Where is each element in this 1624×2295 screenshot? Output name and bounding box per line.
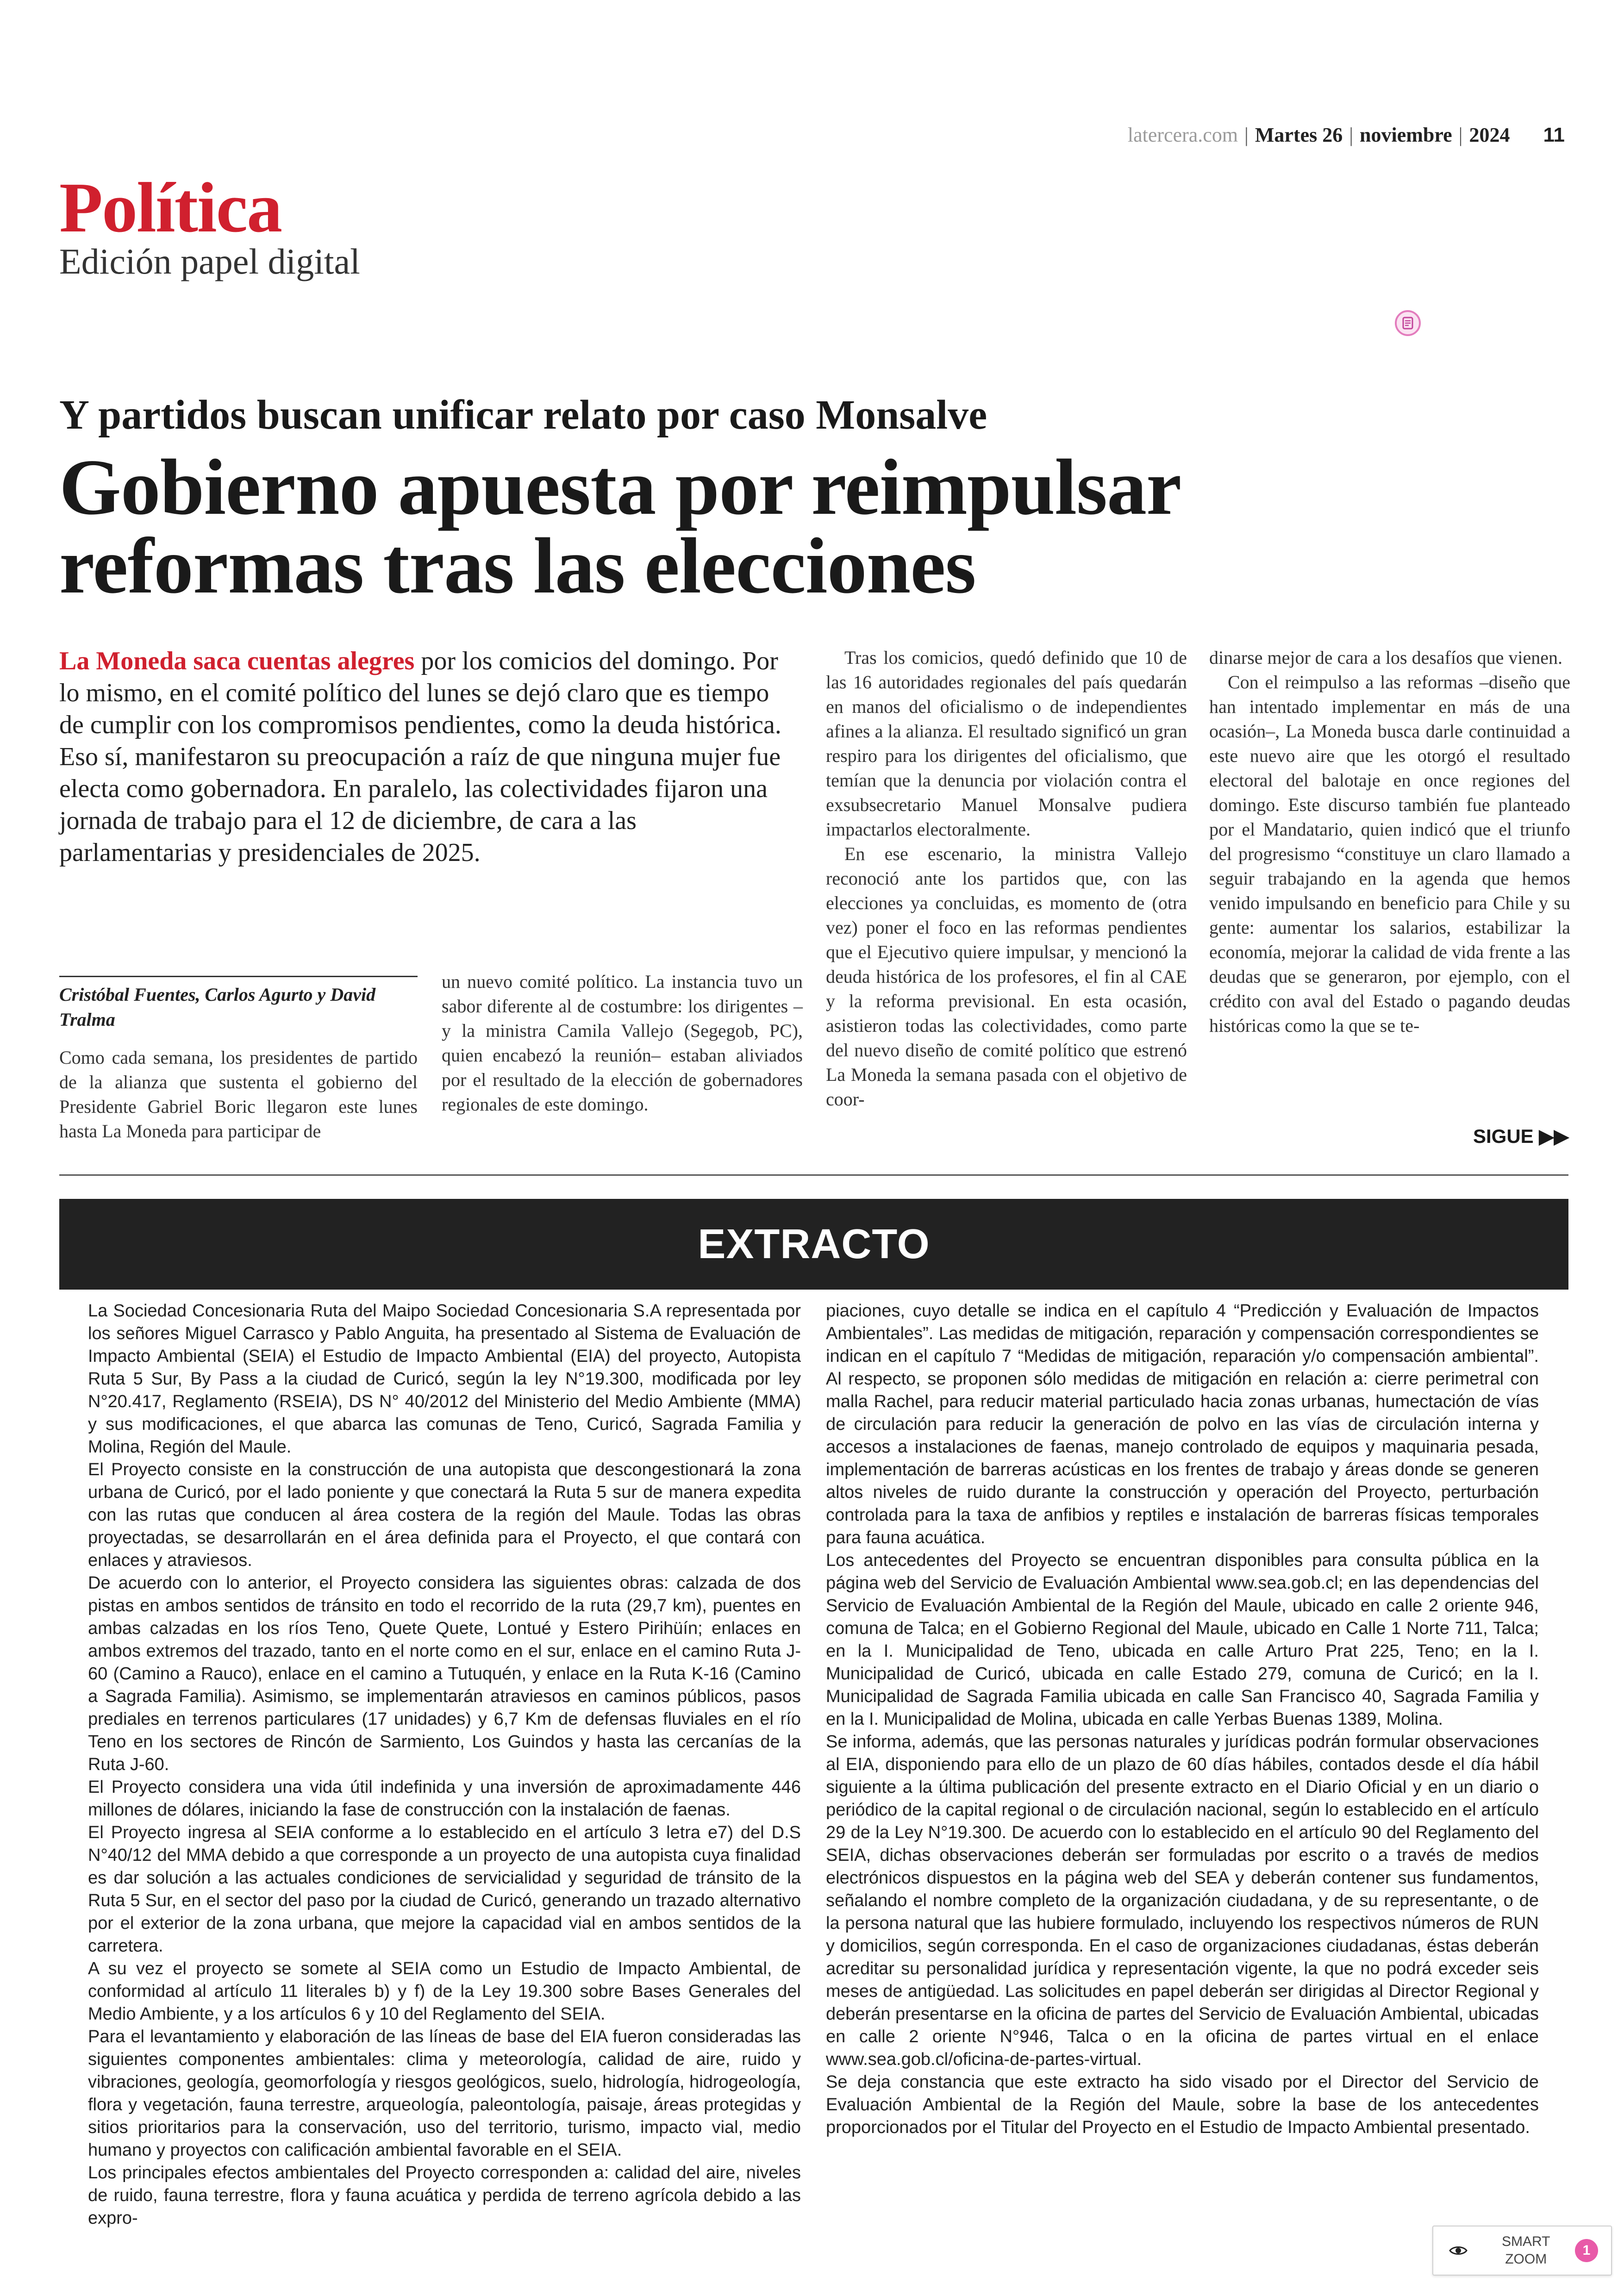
header-day: Martes 26: [1255, 124, 1343, 146]
article-column-3: [826, 645, 1187, 1111]
extract-paragraph: La Sociedad Concesionaria Ruta del Maipo Sociedad Concesionaria S.A representada por los señores Miguel Carrasco y Pablo Anguita, ha presentado al Sistema de Evaluación de Impacto Ambiental (SEIA) el Estudio de Impacto Ambiental (EIA) del proyecto, Autopista Ruta 5 Sur, By Pass a la ciudad de Curicó, según la ley N°19.300, modificada por ley N°20.417, Reglamento (RSEIA), DS N° 40/2012 del Ministerio del Medio Ambiente (MMA) y sus modificaciones, el que abarca las comunas de Teno, Curicó, Sagrada Familia y Molina, Región del Maule.: [88, 1301, 801, 1457]
continue-link[interactable]: SIGUE ▶▶: [1473, 1125, 1569, 1147]
notes-glyph: [1401, 316, 1415, 330]
section-divider: [59, 1174, 1568, 1176]
smart-zoom-button[interactable]: [1432, 2226, 1612, 2276]
byline-rule: [59, 976, 418, 977]
extract-column-right: [826, 1300, 1539, 2139]
article-byline: Cristóbal Fuentes, Carlos Agurto y David Tralma: [59, 984, 376, 1030]
section-subtitle: Edición papel digital: [59, 241, 360, 281]
paragraph: En ese escenario, la ministra Vallejo reconoció ante los partidos que, con las elecciones ya concluidas, es momento de (otra vez) poner el foco en las reformas pendientes que el Ejecutivo quiere impulsar, y mencionó la deuda histórica de los profesores, el fin al CAE y la reforma previsional. En esta ocasión, asistieron todas las colectividades, como parte del nuevo diseño de comité político que estrenó La Moneda la semana pasada con el objetivo de coor-: [826, 843, 1187, 1110]
header-separator: |: [1458, 124, 1463, 146]
extract-paragraph: Se deja constancia que este extracto ha sido visado por el Director del Servicio de Evaluación Ambiental de la Región del Maule, sobre la base de los antecedentes proporcionados por el Titular del Proyecto en el Estudio de Impacto Ambiental presentado.: [826, 2072, 1539, 2137]
article-lead: [59, 645, 791, 869]
extract-banner: [59, 1199, 1568, 1290]
header-month: noviembre: [1360, 124, 1452, 146]
extract-paragraph: Los principales efectos ambientales del Proyecto corresponden a: calidad del aire, niveles de ruido, fauna terrestre, flora y fauna acuática y perdida de terreno agrícola debido a las expro-: [88, 2163, 801, 2228]
smart-zoom-label: [1502, 2233, 1550, 2268]
smart-zoom-line2: ZOOM: [1505, 2251, 1547, 2267]
header-separator: |: [1349, 124, 1354, 146]
extract-paragraph: Se informa, además, que las personas naturales y jurídicas podrán formular observaciones al EIA, disponiendo para ello de un plazo de 60 días hábiles, contados desde el día hábil siguiente a la última publicación del presente extracto en el Diario Oficial y en un diario o periódico de la capital regional o de circulación nacional, según lo establecido en el artículo 29 de la Ley N°19.300. De acuerdo con lo establecido en el artículo 90 del Reglamento del SEIA, dichas observaciones deberán ser formuladas por escrito o a través de medios electrónicos dispuestos en la página web del SEA y deberán contener sus fundamentos, señalando el nombre completo de la organización ciudadana, y de su representante, o de la persona natural que las hubiere formulado, incluyendo los respectivos números de RUN y domicilios, según corresponda. En el caso de organizaciones ciudadanas, éstas deberán acreditar su personalidad jurídica y representación vigente, la que no podrá exceder seis meses de antigüedad. Las solicitudes en papel deberán ser dirigidas al Director Regional y deberán presentarse en la oficina de partes del Servicio de Evaluación Ambiental, ubicadas en calle 2 oriente N°946, Talca o en la oficina de partes virtual en el enlace www.sea.gob.cl/oficina-de-partes-virtual.: [826, 1732, 1539, 2069]
extract-paragraph: Para el levantamiento y elaboración de las líneas de base del EIA fueron consideradas las siguientes componentes ambientales: clima y meteorología, calidad de aire, ruido y vibraciones, geología, geomorfología y riesgos geológicos, suelo, hidrología, hidrogeología, flora y vegetación, fauna terrestre, arqueología, paleontología, paisaje, áreas protegidas y sitios prioritarios para la conservación, uso del territorio, turismo, impacto vial, medio humano y proyectos con calificación ambiental favorable en el SEIA.: [88, 2027, 801, 2160]
extract-paragraph: A su vez el proyecto se somete al SEIA como un Estudio de Impacto Ambiental, de conformidad al artículo 11 literales b) y f) de la Ley 19.300 sobre Bases Generales del Medio Ambiente, y a los artículos 6 y 10 del Reglamento del SEIA.: [88, 1959, 801, 2024]
extract-paragraph: El Proyecto considera una vida útil indefinida y una inversión de aproximadamente 446 millones de dólares, iniciando la fase de construcción con la instalación de faenas.: [88, 1777, 801, 1820]
site-name[interactable]: latercera.com: [1127, 124, 1238, 146]
extract-paragraph: El Proyecto consiste en la construcción de una autopista que descongestionará la zona urbana de Curicó, por el lado poniente y que conectará la Ruta 5 sur de manera expedita con las rutas que conducen al área costera de la región del Maule. Todas las obras proyectadas, se desarrollarán en el área definida para el Proyecto, el que contará con enlaces y atraviesos.: [88, 1460, 801, 1570]
paragraph: un nuevo comité político. La instancia tuvo un sabor diferente al de costumbre: los dirigentes –y la ministra Camila Vallejo (Segegob, PC), quien encabezó la reunión– estaban aliviados por el resultado de la elección de gobernadores regionales de este domingo.: [442, 971, 803, 1115]
header-separator: |: [1244, 124, 1249, 146]
article-column-1: [59, 1045, 418, 1143]
page-number: 11: [1543, 123, 1565, 146]
article-headline: Gobierno apuesta por reimpulsar reformas tras las elecciones: [59, 443, 1180, 610]
article-kicker: Y partidos buscan unificar relato por caso Monsalve: [59, 392, 987, 438]
header-year: 2024: [1469, 124, 1510, 146]
extract-paragraph: El Proyecto ingresa al SEIA conforme a lo establecido en el artículo 3 letra e7) del D.S N°40/12 del MMA debido a que corresponde a un proyecto de una autopista cuya finalidad es dar solución a las actuales condiciones de servicialidad y seguridad de tránsito de la Ruta 5 Sur, en el sector del paso por la ciudad de Curicó, generando un trazado alternativo por el exterior de la zona urbana, que mejore la capacidad vial en ambos sentidos de la carretera.: [88, 1823, 801, 1956]
lead-highlight: La Moneda saca cuentas alegres: [59, 647, 415, 675]
extract-paragraph: Los antecedentes del Proyecto se encuentran disponibles para consulta pública en la página web del Servicio de Evaluación Ambiental www.sea.gob.cl; en las dependencias del Servicio de Evaluación Ambiental de la Región del Maule, ubicado en calle 2 oriente 946, comuna de Talca; en el Gobierno Regional del Maule, ubicado en Calle 1 Norte 711, Talca; en la I. Municipalidad de Teno, ubicada en calle Arturo Prat 225, Teno; en la I. Municipalidad de Curicó, ubicada en calle Estado 279, comuna de Curicó; en la I. Municipalidad de Sagrada Familia ubicada en calle San Francisco 40, Sagrada Familia y en la I. Municipalidad de Molina, ubicada en calle Yerbas Buenas 1389, Molina.: [826, 1551, 1539, 1729]
extract-title: EXTRACTO: [698, 1221, 930, 1267]
article-column-4: [1209, 645, 1570, 1038]
smart-zoom-badge: 1: [1575, 2239, 1598, 2262]
paragraph: Como cada semana, los presidentes de partido de la alianza que sustenta el gobierno del Presidente Gabriel Boric llegaron este lunes hasta La Moneda para participar de: [59, 1047, 418, 1141]
paragraph: Tras los comicios, quedó definido que 10 de las 16 autoridades regionales del país quedarán en manos del oficialismo o de independientes afines a la alianza. El resultado significó un gran respiro para los dirigentes del oficialismo, que temían que la denuncia por violación contra el exsubsecretario Manuel Monsalve pudiera impactarlos electoralmente.: [826, 647, 1187, 840]
article-column-2: [442, 969, 803, 1116]
paragraph: dinarse mejor de cara a los desafíos que vienen.: [1209, 647, 1563, 668]
extract-paragraph: piaciones, cuyo detalle se indica en el capítulo 4 “Predicción y Evaluación de Impactos Ambientales”. Las medidas de mitigación, reparación y compensación correspondientes se indican en el capítulo 7 “Medidas de mitigación, reparación y/o compensación ambiental”. Al respecto, se proponen sólo medidas de mitigación en relación a: cierre perimetral con malla Rachel, para reducir material particulado hacia zonas urbanas, humectación de vías de circulación para reducir la generación de polvo en las vías de circulación interna y accesos a instalaciones de faenas, manejo controlado de equipos y maquinaria pesada, implementación de barreras acústicas en los frentes de trabajo y áreas donde se generen altos niveles de ruido durante la construcción y operación del Proyecto, perturbación controlada para la taxa de anfibios y reptiles e instalación de barreras físicas temporales para fauna acuática.: [826, 1301, 1539, 1547]
lead-text: por los comicios del domingo. Por lo mismo, en el comité político del lunes se dejó claro que es tiempo de cumplir con los compromisos pendientes, como la deuda histórica. Eso sí, manifestaron su preocupación a raíz de que ninguna mujer fue electa como gobernadora. En paralelo, las colectividades fijaron una jornada de trabajo para el 12 de diciembre, de cara a las parlamentarias y presidenciales de 2025.: [59, 647, 781, 867]
paragraph: Con el reimpulso a las reformas –diseño que han intentado implementar en más de una ocasión–, La Moneda busca darle continuidad a este nuevo aire que les otorgó el resultado electoral del balotaje en once regiones del domingo. Este discurso también fue planteado por el Mandatario, quien indicó que el triunfo del progresismo “constituye un claro llamado a seguir trabajando en la agenda que hemos venido impulsando en beneficio para Chile y su gente: aumentar los salarios, estabilizar la economía, mejorar la calidad de vida frente a las deudas que se generaron, por ejemplo, con el crédito con aval del Estado o pagando deudas históricas como la que se te-: [1209, 672, 1570, 1036]
section-title: Política: [59, 168, 282, 247]
extract-paragraph: De acuerdo con lo anterior, el Proyecto considera las siguientes obras: calzada de dos pistas en ambos sentidos de tránsito en todo el recorrido de la ruta (29,7 km), puentes en ambas calzadas en los ríos Teno, Quete Quete, Lontué y Estero Pirihüín; enlaces en ambos extremos del trazado, tanto en el norte como en el sur, enlace en el camino Ruta J-60 (Camino a Rauco), enlace en el camino a Tutuquén, y enlace en la Ruta K-16 (Camino a Sagrada Familia). Asimismo, se implementarán atraviesos en caminos públicos, pasos prediales en terrenos particulares (17 unidades) y 6,7 Km de defensas fluviales en el río Teno en los sectores de Rincón de Sarmiento, Los Guindos y hasta las cercanías de la Ruta J-60.: [88, 1573, 801, 1774]
page-header: [1128, 123, 1565, 147]
smart-zoom-line1: SMART: [1502, 2234, 1550, 2249]
eye-icon: [1447, 2239, 1469, 2262]
notes-icon[interactable]: [1395, 310, 1421, 336]
extract-column-left: [88, 1300, 801, 2230]
